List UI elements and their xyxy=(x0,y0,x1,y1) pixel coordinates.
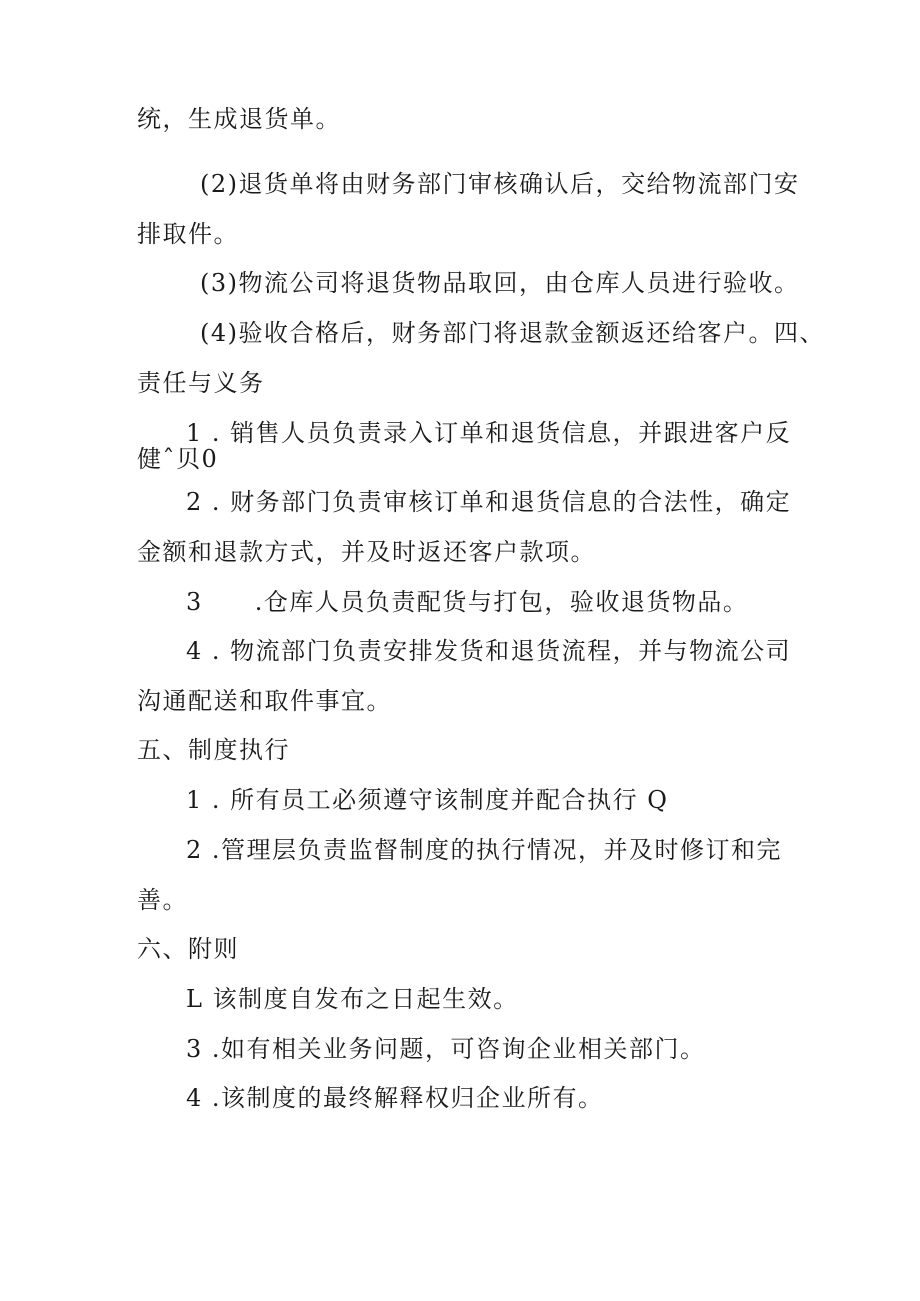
paragraph-line: 排取件。 xyxy=(137,220,239,248)
list-item: 2 . 财务部门负责审核订单和退货信息的合法性，确定 xyxy=(186,488,792,516)
section-heading: 五、制度执行 xyxy=(137,736,290,764)
list-item: 2 .管理层负责监督制度的执行情况，并及时修订和完 xyxy=(186,836,783,864)
list-item xyxy=(186,587,748,617)
list-item: 1 . 所有员工必须遵守该制度并配合执行 Q xyxy=(186,786,669,814)
paragraph-line: (3)物流公司将退货物品取回，由仓库人员进行验收。 xyxy=(200,269,800,297)
section-heading: 六、附则 xyxy=(137,935,239,963)
list-item: L 该制度自发布之日起生效。 xyxy=(186,985,519,1013)
paragraph-line: 健ˆ贝0 xyxy=(137,445,219,473)
paragraph-line: 金额和退款方式，并及时返还客户款项。 xyxy=(137,538,596,566)
list-item: 4 .该制度的最终解释权归企业所有。 xyxy=(186,1084,604,1112)
list-item-text: .仓库人员负责配货与打包，验收退货物品。 xyxy=(254,588,749,616)
list-item: 4 . 物流部门负责安排发货和退货流程，并与物流公司 xyxy=(186,637,792,665)
paragraph-line: 沟通配送和取件事宜。 xyxy=(137,687,392,715)
list-item: 1 . 销售人员负责录入订单和退货信息，并跟进客户反 xyxy=(186,419,792,447)
paragraph-line: 善。 xyxy=(137,886,188,914)
paragraph-line: 统，生成退货单。 xyxy=(137,105,341,133)
paragraph-line: (2)退货单将由财务部门审核确认后，交给物流部门安 xyxy=(200,170,800,198)
section-heading: 责任与义务 xyxy=(137,369,265,397)
paragraph-line: (4)验收合格后，财务部门将退款金额返还给客户。四、 xyxy=(200,319,825,347)
list-item: 3 .如有相关业务问题，可咨询企业相关部门。 xyxy=(186,1035,706,1063)
list-item-number: 3 xyxy=(186,588,203,616)
